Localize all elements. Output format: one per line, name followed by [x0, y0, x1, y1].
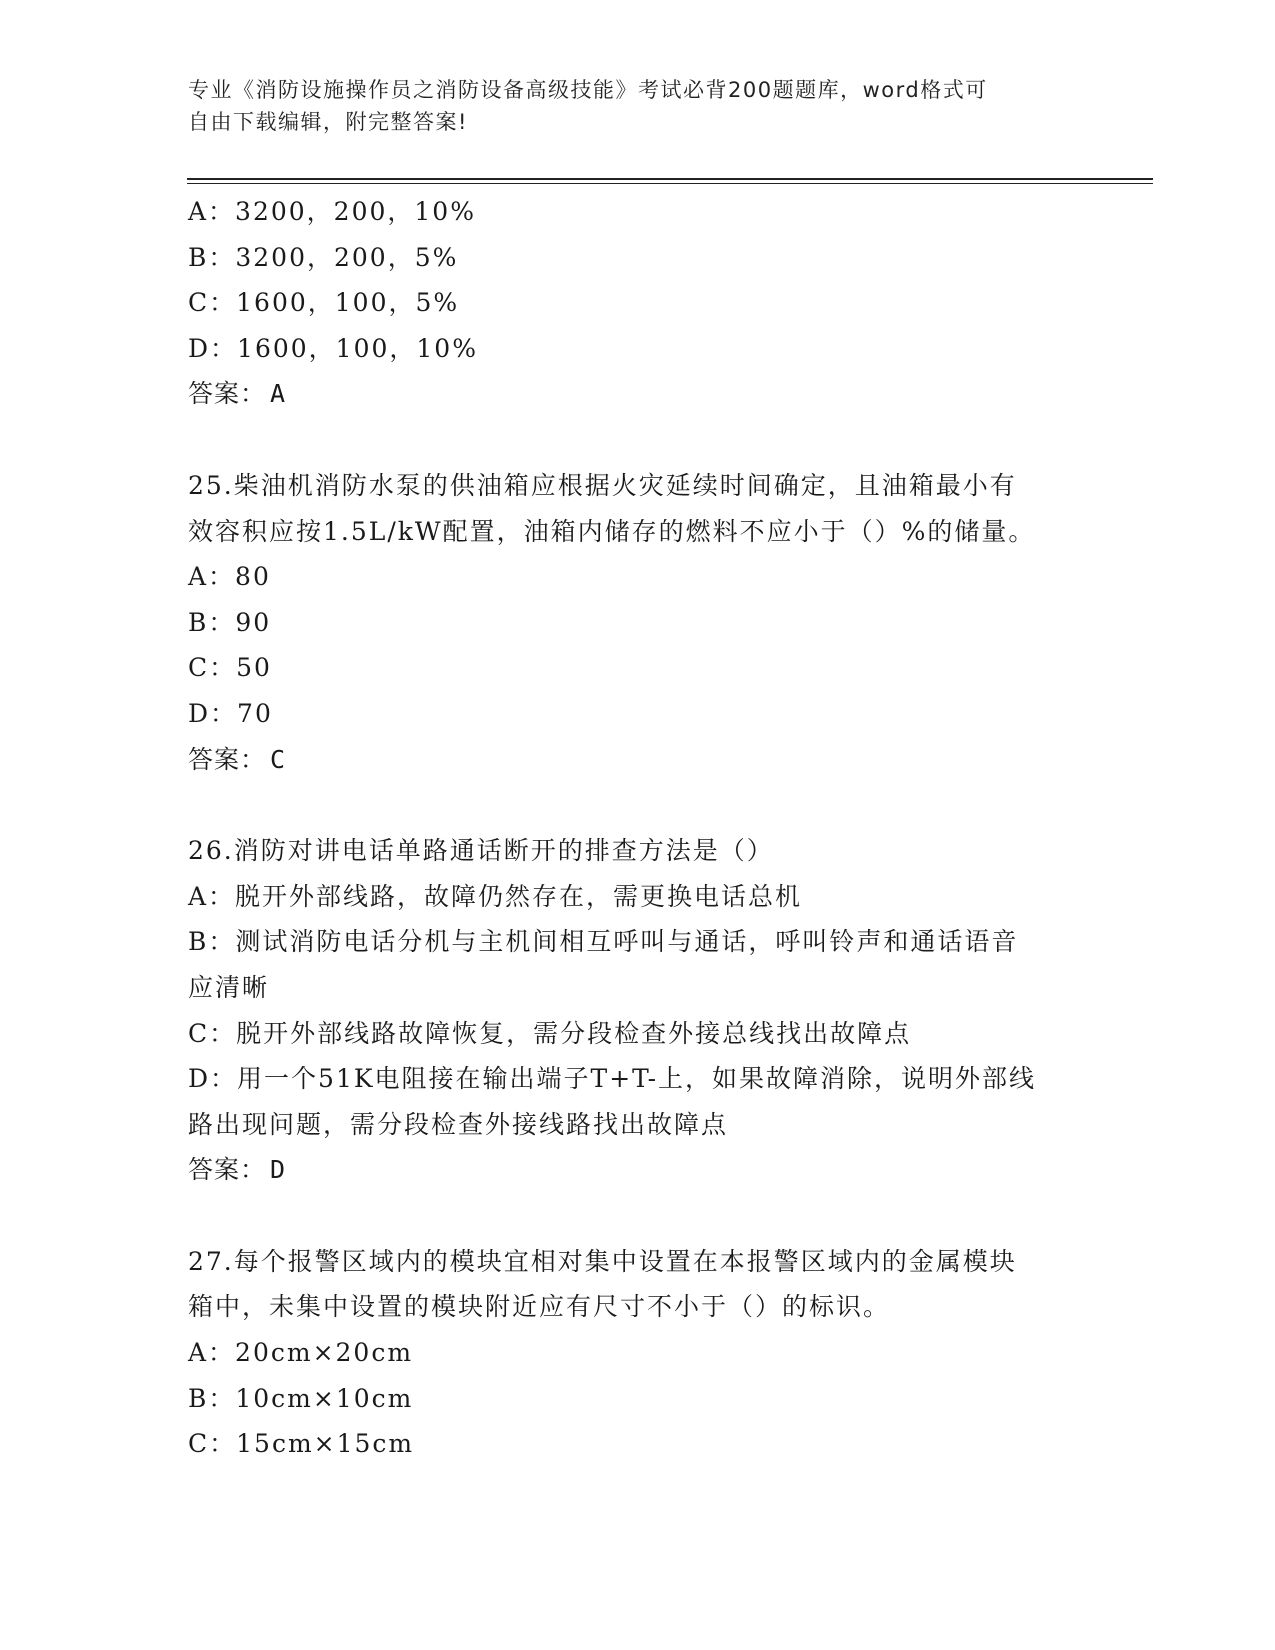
question-content: [188, 189, 1088, 1467]
header-rule-thin: [187, 183, 1153, 184]
option-b-continued: 应清晰: [188, 972, 270, 1002]
option-d-continued: 路出现问题，需分段检查外接线路找出故障点: [188, 1109, 729, 1139]
option-b: B：3200，200，5%: [188, 242, 459, 272]
question-stem: 27.每个报警区域内的模块宜相对集中设置在本报警区域内的金属模块: [188, 1246, 1017, 1276]
answer-line: [188, 1147, 1088, 1193]
option-c: C：50: [188, 653, 272, 683]
answer-value: C: [270, 744, 287, 774]
option-a: A：80: [188, 562, 271, 592]
option-c: C：15cm×15cm: [188, 1429, 415, 1459]
answer-label: 答案：: [188, 1155, 267, 1185]
header-rule-thick: [187, 178, 1153, 180]
option-a: A：脱开外部线路，故障仍然存在，需更换电话总机: [188, 881, 803, 911]
option-d: D：1600，100，10%: [188, 333, 478, 363]
answer-label: 答案：: [188, 379, 267, 409]
option-b: B：测试消防电话分机与主机间相互呼叫与通话，呼叫铃声和通话语音: [188, 927, 1019, 957]
question-25-block: [188, 463, 1088, 782]
option-a: A：3200，200，10%: [188, 197, 476, 226]
answer-value: A: [270, 379, 287, 409]
question-stem: 26.消防对讲电话单路通话断开的排查方法是（）: [188, 836, 774, 866]
answer-line: [188, 737, 1088, 783]
question-stem-continued: 箱中，未集中设置的模块附近应有尺寸不小于（）的标识。: [188, 1292, 891, 1322]
header-line-1: 专业《消防设施操作员之消防设备高级技能》考试必背200题题库，word格式可: [188, 78, 988, 102]
option-c: C：1600，100，5%: [188, 288, 460, 318]
question-stem: 25.柴油机消防水泵的供油箱应根据火灾延续时间确定，且油箱最小有: [188, 470, 1017, 500]
option-d: D：用一个51K电阻接在输出端子T+T-上，如果故障消除，说明外部线: [188, 1064, 1037, 1094]
option-b: B：10cm×10cm: [188, 1383, 414, 1413]
answer-label: 答案：: [188, 744, 267, 774]
header-line-2: 自由下载编辑，附完整答案!: [188, 110, 468, 134]
question-26-block: [188, 828, 1088, 1193]
option-d: D：70: [188, 698, 273, 728]
document-header: [188, 74, 1088, 138]
option-c: C：脱开外部线路故障恢复，需分段检查外接总线找出故障点: [188, 1018, 912, 1048]
question-27-block: [188, 1239, 1088, 1467]
option-a: A：20cm×20cm: [188, 1338, 414, 1368]
question-stem-continued: 效容积应按1.5L/kW配置，油箱内储存的燃料不应小于（）%的储量。: [188, 516, 1036, 546]
option-b: B：90: [188, 607, 272, 637]
question-24-block: [188, 189, 1088, 417]
answer-value: D: [270, 1155, 287, 1185]
answer-line: [188, 371, 1088, 417]
